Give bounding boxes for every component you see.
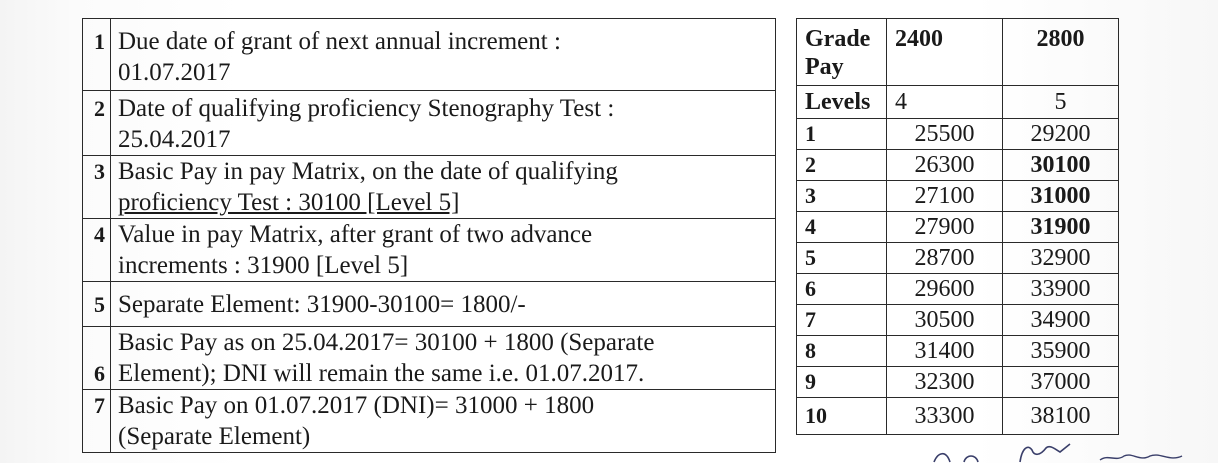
step-number: 1 — [83, 19, 111, 91]
step-text — [111, 390, 776, 453]
step-line: Due date of grant of next annual increment : — [118, 28, 561, 55]
matrix-index: 10 — [797, 398, 887, 435]
step-line: Value in pay Matrix, after grant of two advance — [118, 221, 593, 248]
levels-label: Levels — [797, 86, 887, 119]
matrix-row — [797, 212, 1119, 243]
step-row — [83, 282, 776, 327]
matrix-index: 2 — [797, 150, 887, 181]
step-number: 7 — [83, 390, 111, 453]
step-line: 01.07.2017 — [118, 59, 231, 86]
step-line: Date of qualifying proficiency Stenography Test : — [118, 95, 615, 122]
matrix-row — [797, 243, 1119, 274]
matrix-cell-level4: 27900 — [887, 212, 1003, 243]
grade-pay-label: Grade Pay — [797, 19, 887, 86]
matrix-cell-level4: 29600 — [887, 274, 1003, 305]
step-number: 5 — [83, 282, 111, 327]
matrix-index: 1 — [797, 119, 887, 150]
matrix-row — [797, 336, 1119, 367]
step-text — [111, 19, 776, 91]
step-row — [83, 327, 776, 390]
step-line: Element); DNI will remain the same i.e. 01.07.2017. — [118, 360, 645, 387]
step-number: 6 — [83, 327, 111, 390]
step-line: Basic Pay on 01.07.2017 (DNI)= 31000 + 1800 — [118, 392, 595, 419]
matrix-cell-level5: 31000 — [1003, 181, 1119, 212]
matrix-row — [797, 119, 1119, 150]
matrix-cell-level5: 29200 — [1003, 119, 1119, 150]
step-text — [111, 91, 776, 156]
handwriting-scribble — [920, 440, 1218, 463]
step-number: 2 — [83, 91, 111, 156]
step-row — [83, 91, 776, 156]
level-5: 5 — [1003, 86, 1119, 119]
levels-row — [797, 86, 1119, 119]
step-row — [83, 156, 776, 219]
matrix-cell-level5: 31900 — [1003, 212, 1119, 243]
pay-matrix-table — [796, 18, 1119, 435]
step-line: Basic Pay as on 25.04.2017= 30100 + 1800 (Separate — [118, 329, 655, 356]
matrix-row — [797, 398, 1119, 435]
matrix-row — [797, 274, 1119, 305]
matrix-cell-level5: 38100 — [1003, 398, 1119, 435]
matrix-cell-level4: 28700 — [887, 243, 1003, 274]
matrix-index: 8 — [797, 336, 887, 367]
matrix-cell-level5: 32900 — [1003, 243, 1119, 274]
matrix-cell-level4: 30500 — [887, 305, 1003, 336]
step-line: Basic Pay in pay Matrix, on the date of qualifying — [118, 158, 618, 185]
grade-pay-2400: 2400 — [887, 19, 1003, 86]
matrix-cell-level5: 33900 — [1003, 274, 1119, 305]
calculation-steps-table — [82, 18, 776, 453]
step-line: increments : 31900 [Level 5] — [118, 252, 409, 279]
matrix-cell-level4: 32300 — [887, 367, 1003, 398]
matrix-index: 4 — [797, 212, 887, 243]
matrix-index: 9 — [797, 367, 887, 398]
step-number: 4 — [83, 219, 111, 282]
step-row — [83, 219, 776, 282]
step-line: 25.04.2017 — [118, 126, 231, 153]
step-text — [111, 327, 776, 390]
matrix-index: 5 — [797, 243, 887, 274]
step-text — [111, 219, 776, 282]
matrix-row — [797, 150, 1119, 181]
step-text — [111, 156, 776, 219]
level-4: 4 — [887, 86, 1003, 119]
step-line: (Separate Element) — [118, 423, 311, 450]
matrix-index: 7 — [797, 305, 887, 336]
matrix-cell-level4: 33300 — [887, 398, 1003, 435]
matrix-row — [797, 305, 1119, 336]
step-text — [111, 282, 776, 327]
step-line: proficiency Test : 30100 [Level 5] — [118, 189, 460, 216]
matrix-cell-level4: 31400 — [887, 336, 1003, 367]
matrix-cell-level4: 26300 — [887, 150, 1003, 181]
grade-pay-2800: 2800 — [1003, 19, 1119, 86]
step-line: Separate Element: 31900-30100= 1800/- — [118, 290, 526, 318]
step-row — [83, 390, 776, 453]
step-row — [83, 19, 776, 91]
matrix-row — [797, 367, 1119, 398]
matrix-cell-level4: 27100 — [887, 181, 1003, 212]
matrix-index: 6 — [797, 274, 887, 305]
step-number: 3 — [83, 156, 111, 219]
matrix-row — [797, 181, 1119, 212]
matrix-cell-level5: 34900 — [1003, 305, 1119, 336]
grade-pay-row — [797, 19, 1119, 86]
matrix-cell-level5: 35900 — [1003, 336, 1119, 367]
matrix-cell-level4: 25500 — [887, 119, 1003, 150]
matrix-cell-level5: 37000 — [1003, 367, 1119, 398]
matrix-index: 3 — [797, 181, 887, 212]
matrix-cell-level5: 30100 — [1003, 150, 1119, 181]
